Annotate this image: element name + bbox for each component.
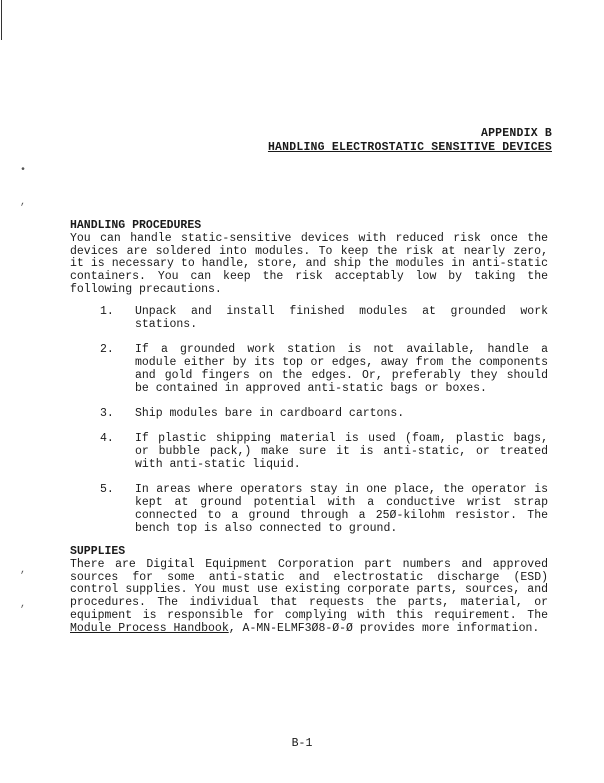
scan-speck: ,	[20, 197, 27, 208]
appendix-label: APPENDIX B	[480, 127, 552, 140]
scan-speck: ,	[20, 565, 27, 576]
supplies-text: There are Digital Equipment Corporation part numbers and approved sources for some anti-static and electrostatic discharge (ESD) control supplies. You must use existing corporate parts, sources, and procedures. The individual that requests the parts, material, or equipment is responsible for complying with this requirement. The	[70, 557, 548, 622]
list-item-text: Ship modules bare in cardboard cartons.	[135, 406, 405, 420]
list-item	[70, 408, 548, 421]
handling-intro: You can handle static-sensitive devices with reduced risk once the devices are soldered into modules. To keep the risk at nearly zero, it is necessary to handle, store, and ship the modules in anti-static containers. You can keep the risk acceptably low by taking the following precautions.	[70, 231, 548, 296]
supplies-paragraph	[70, 559, 548, 636]
list-item	[70, 433, 548, 471]
list-item-number: 2.	[100, 343, 114, 357]
list-item-number: 3.	[100, 406, 114, 420]
scan-speck: •	[20, 165, 27, 176]
list-item-text: If plastic shipping material is used (foam, plastic bags, or bubble pack,) make sure it is anti-static, or treated with anti-static liquid.	[135, 432, 548, 471]
handling-heading: HANDLING PROCEDURES	[70, 219, 202, 232]
page-number: B-1	[291, 737, 313, 750]
handbook-reference: Module Process Handbook	[70, 621, 229, 635]
list-item-number: 1.	[100, 305, 114, 318]
list-item	[70, 306, 548, 332]
appendix-title: HANDLING ELECTROSTATIC SENSITIVE DEVICES	[267, 141, 552, 154]
precautions-list	[70, 306, 548, 548]
list-item-number: 5.	[100, 483, 114, 497]
list-item-text: Unpack and install finished modules at grounded work stations.	[135, 305, 548, 331]
handling-section	[70, 220, 548, 297]
list-item-text: If a grounded work station is not available, handle a module either by its top or edges, away from the components and gold fingers on the edges. Or, preferably they should be contained in approved anti-static bags or boxes.	[135, 343, 548, 395]
list-item-number: 4.	[100, 432, 114, 446]
scan-speck: ,	[20, 599, 27, 610]
list-item-text: In areas where operators stay in one place, the operator is kept at ground potential with a conductive wrist strap connected to a ground through a 25Ø-kilohm resistor. The bench top is also connected to ground.	[135, 483, 548, 535]
supplies-heading: SUPPLIES	[70, 545, 126, 558]
list-item	[70, 344, 548, 395]
margin-rule	[1, 0, 2, 40]
supplies-text-end: , A-MN-ELMF3Ø8-Ø-Ø provides more information.	[228, 621, 540, 635]
list-item	[70, 484, 548, 535]
supplies-section	[70, 546, 548, 636]
